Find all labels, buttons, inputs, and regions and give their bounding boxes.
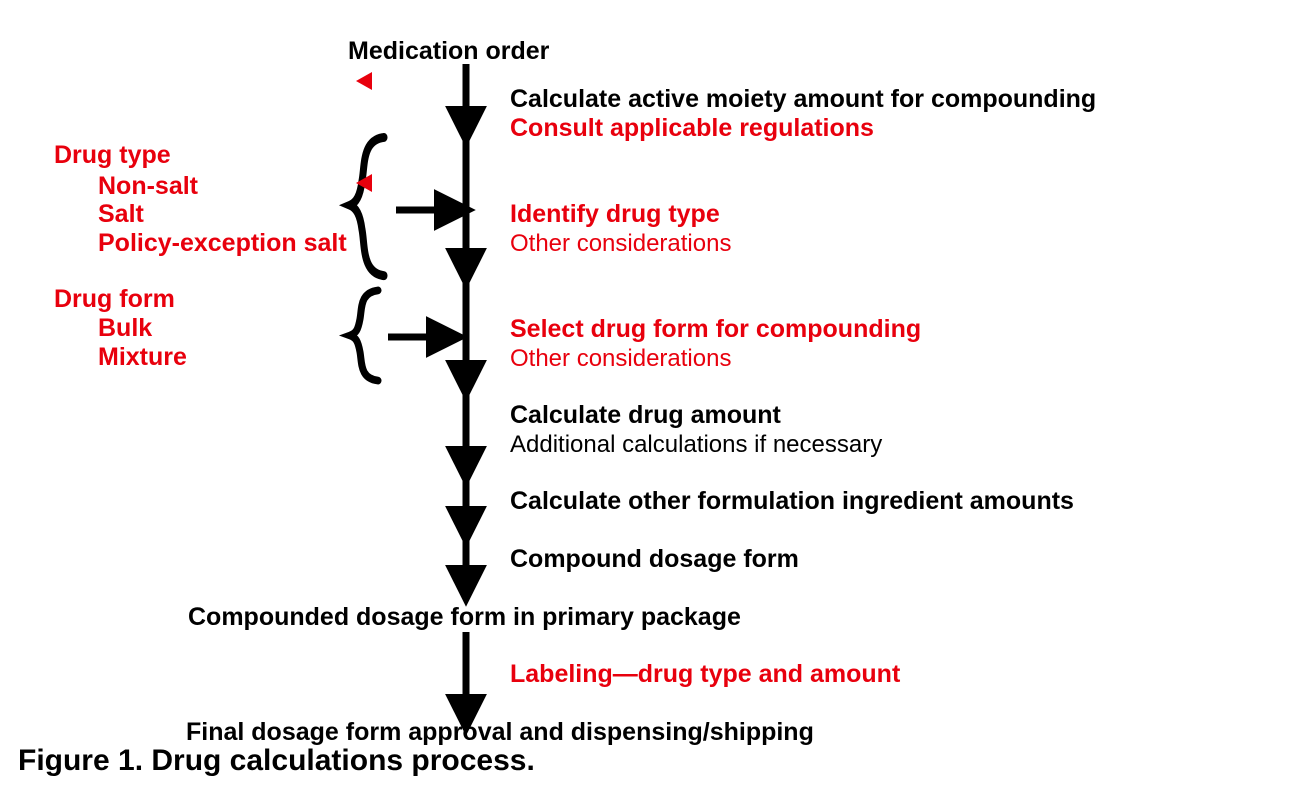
branch-drug-form-item-0: Bulk [98, 314, 153, 342]
step-3-primary: Select drug form for compounding [510, 315, 922, 343]
step-1-secondary: Consult applicable regulations [510, 114, 874, 142]
step-5-primary: Calculate other formulation ingredient amounts [510, 487, 1074, 515]
branch-drug-type-item-1: Salt [98, 200, 144, 228]
labeling-note: Labeling—drug type and amount [510, 660, 901, 688]
step-1-primary: Calculate active moiety amount for compounding [510, 85, 1097, 113]
end-label: Final dosage form approval and dispensing/shipping [186, 718, 814, 746]
branch-drug-type-item-0: Non-salt [98, 172, 198, 200]
step-4-secondary: Additional calculations if necessary [510, 431, 883, 458]
step-3-secondary: Other considerations [510, 345, 732, 372]
step-2-secondary: Other considerations [510, 230, 732, 257]
drug-type-red-marker [356, 174, 372, 192]
intermediate-label: Compounded dosage form in primary package [188, 603, 741, 631]
step-4-primary: Calculate drug amount [510, 401, 781, 429]
step-2-primary: Identify drug type [510, 200, 720, 228]
start-label: Medication order [348, 37, 550, 65]
branch-drug-form-item-1: Mixture [98, 343, 187, 371]
top-red-marker [356, 72, 372, 90]
figure-caption: Figure 1. Drug calculations process. [18, 744, 535, 777]
step-6-primary: Compound dosage form [510, 545, 799, 573]
branch-drug-type-item-2: Policy-exception salt [98, 229, 347, 257]
branch-drug-form-title: Drug form [54, 285, 175, 313]
branch-drug-type-title: Drug type [54, 141, 171, 169]
